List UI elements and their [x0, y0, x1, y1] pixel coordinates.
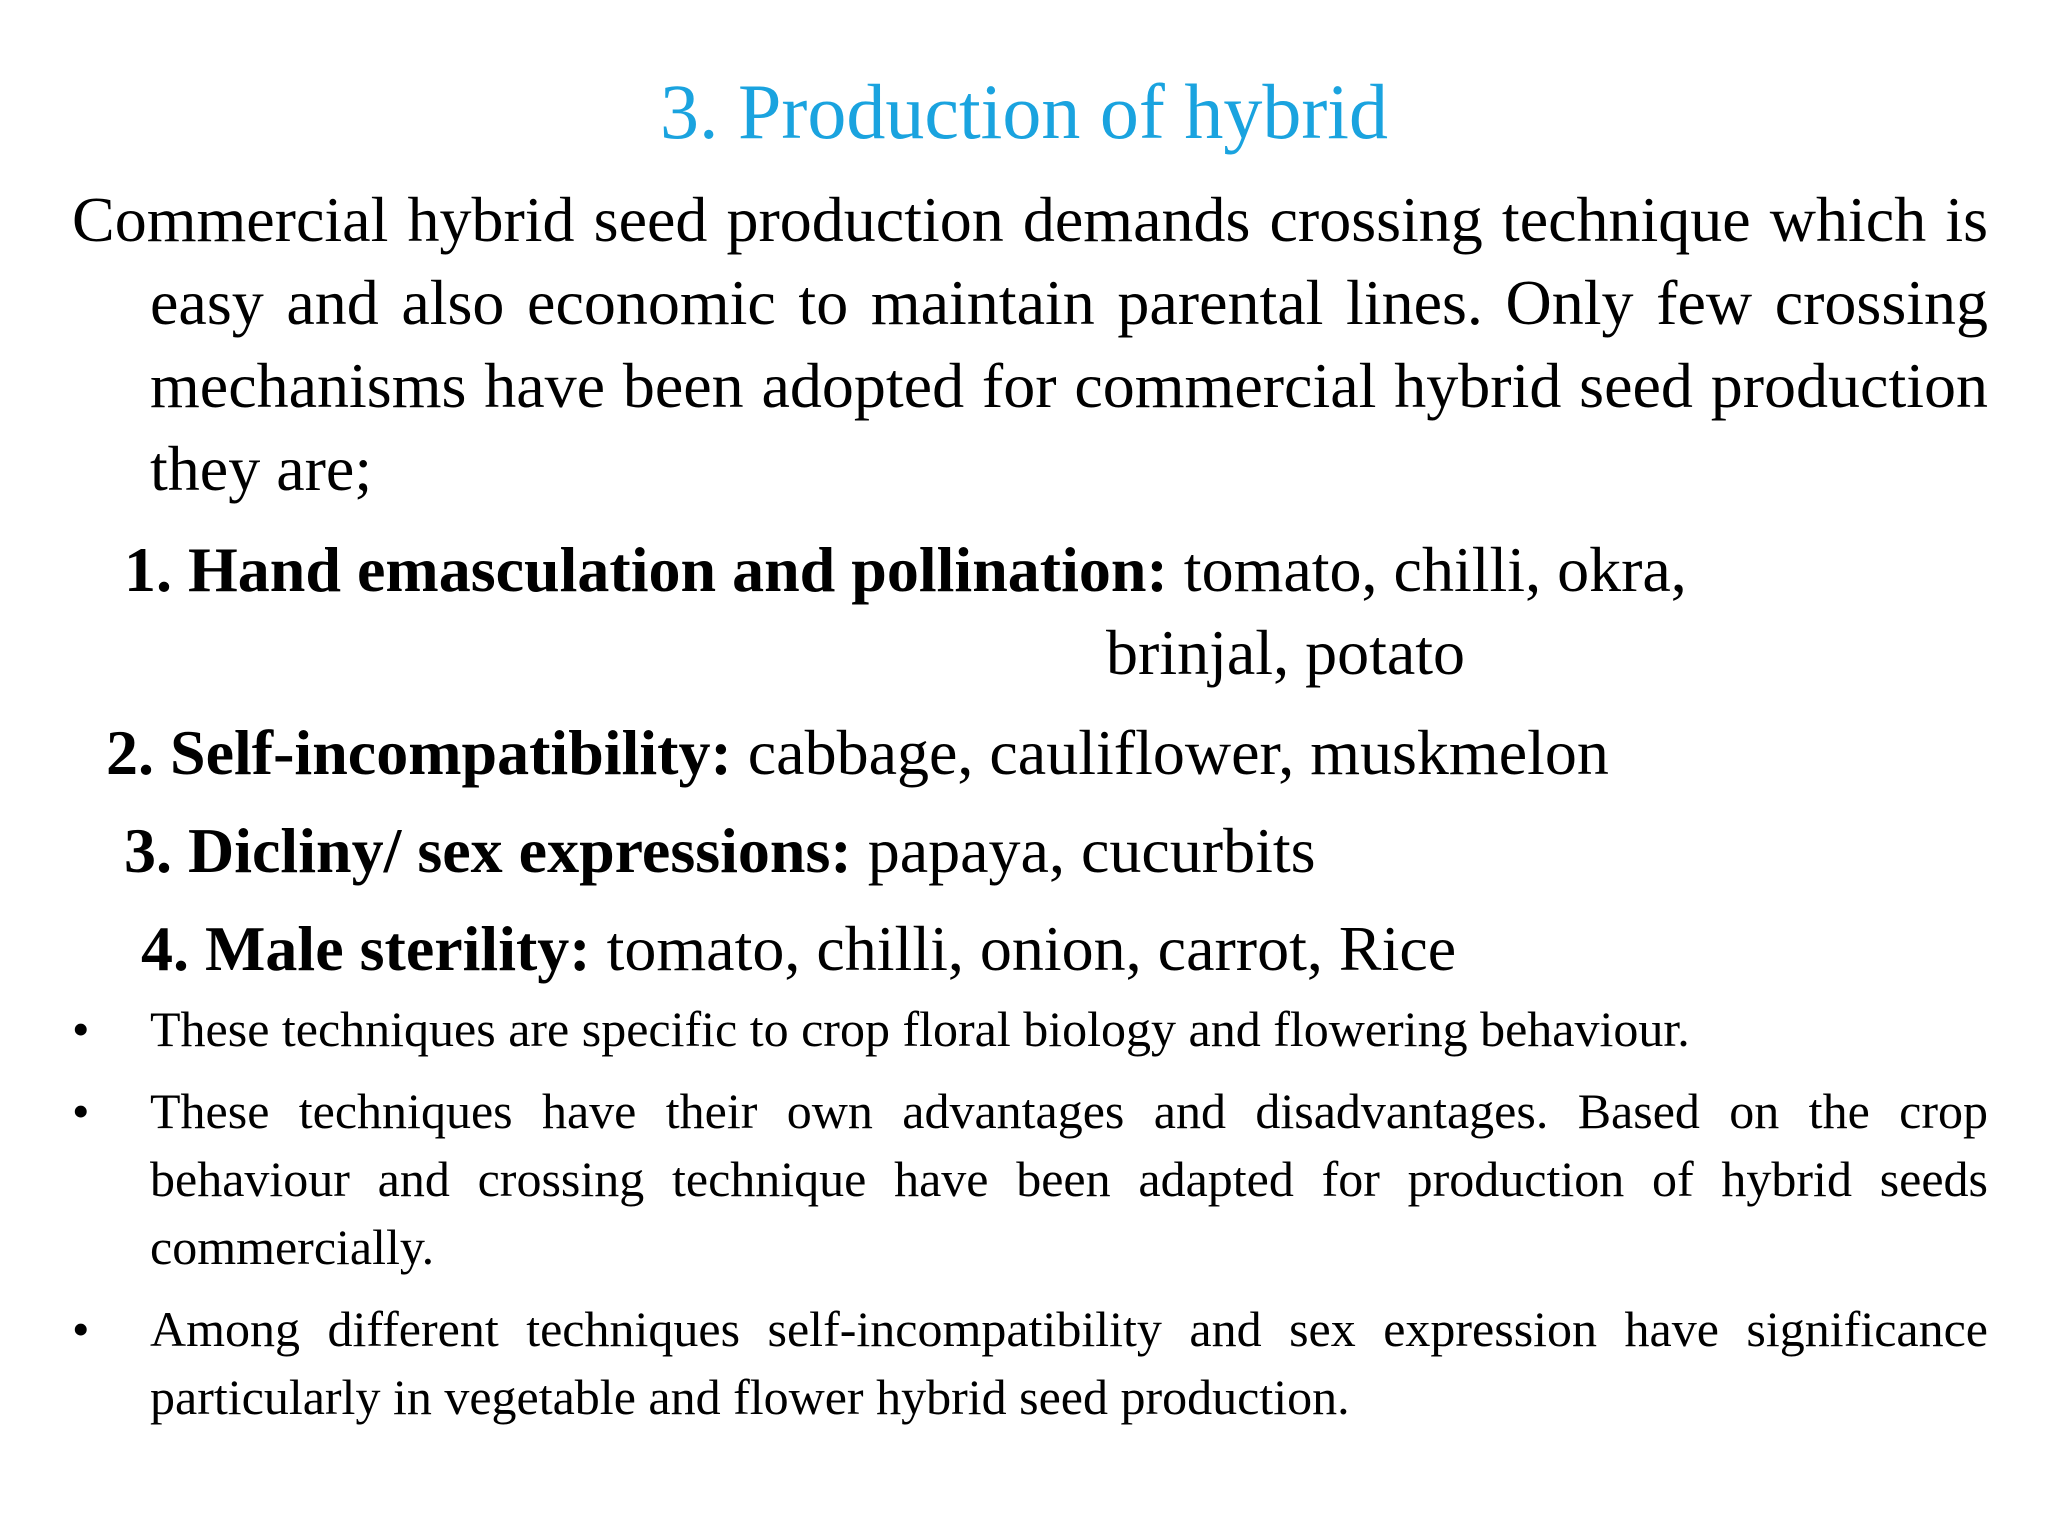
method-label: 1. Hand emasculation and pollination:: [124, 534, 1168, 605]
bullet-item: [72, 1295, 1988, 1431]
bullet-symbol: •: [72, 1083, 90, 1139]
bullet-list: [72, 995, 1988, 1445]
bullet-item: [72, 995, 1988, 1063]
intro-paragraph: Commercial hybrid seed production demands crossing technique which is easy and also economic to maintain parental lines. Only few crossing mechanisms have been adopted for commercial hybrid seed production they are;: [72, 184, 1988, 504]
method-crops: tomato, chilli, okra,: [1167, 534, 1687, 605]
bullet-symbol: •: [72, 1301, 90, 1357]
bullet-text: These techniques have their own advantages and disadvantages. Based on the crop behaviour and crossing technique have been adapted for production of hybrid seeds commercially.: [150, 1083, 1988, 1275]
bullet-symbol: •: [72, 1001, 90, 1057]
method-label: 4. Male sterility:: [141, 913, 591, 984]
method-crops: papaya, cucurbits: [851, 815, 1316, 886]
method-item-hand-emasculation: [124, 528, 1687, 611]
method-label: 3. Dicliny/ sex expressions:: [124, 815, 852, 886]
method-crops-continued: brinjal, potato: [1106, 617, 1466, 688]
method-crops: cabbage, cauliflower, muskmelon: [731, 717, 1609, 788]
slide-title: 3. Production of hybrid: [660, 68, 1388, 155]
method-label: 2. Self-incompatibility:: [106, 717, 732, 788]
method-crops: tomato, chilli, onion, carrot, Rice: [590, 913, 1457, 984]
bullet-item: [72, 1077, 1988, 1281]
method-item-male-sterility: [141, 907, 1456, 990]
method-item-dicliny: [124, 809, 1316, 892]
method-item-self-incompatibility: [106, 711, 1609, 794]
bullet-text: These techniques are specific to crop floral biology and flowering behaviour.: [150, 1001, 1690, 1057]
bullet-text: Among different techniques self-incompatibility and sex expression have significance particularly in vegetable and flower hybrid seed production.: [150, 1301, 1988, 1425]
